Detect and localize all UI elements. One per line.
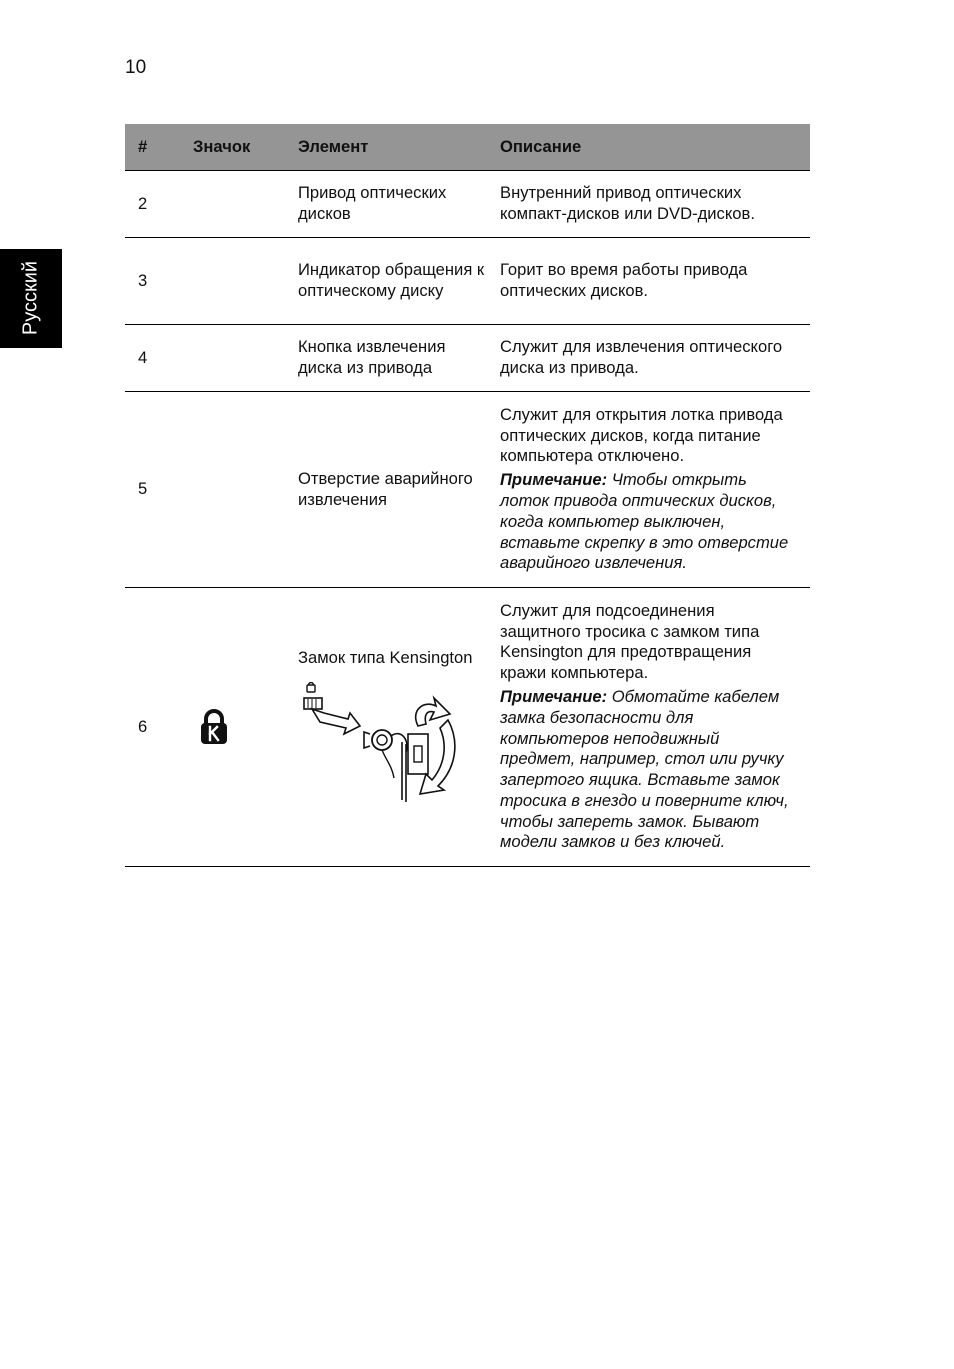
description-text: Служит для открытия лотка привода оптических дисков, когда питание компьютера отключено. bbox=[500, 404, 783, 466]
row-description bbox=[492, 392, 810, 588]
row-description bbox=[492, 238, 810, 325]
element-label: Замок типа Kensington bbox=[298, 647, 473, 667]
row-description bbox=[492, 325, 810, 392]
row-description bbox=[492, 171, 810, 238]
note-text: Чтобы открыть лоток привода оптических дисков, когда компьютер выключен, вставьте скрепку в это отверстие аварийного извлечения. bbox=[500, 470, 789, 573]
table-row bbox=[125, 392, 810, 588]
table-row bbox=[125, 325, 810, 392]
description-note bbox=[500, 470, 792, 574]
kensington-lock-illustration bbox=[298, 682, 470, 806]
table-row bbox=[125, 588, 810, 867]
row-element: Индикатор обращения к оптическому диску bbox=[285, 238, 492, 325]
row-element: Кнопка извлечения диска из привода bbox=[285, 325, 492, 392]
header-num: # bbox=[125, 124, 182, 171]
row-element: Отверстие аварийного извлечения bbox=[285, 392, 492, 588]
row-icon-cell bbox=[182, 392, 285, 588]
row-element bbox=[285, 588, 492, 867]
row-number: 4 bbox=[125, 325, 182, 392]
components-table bbox=[125, 124, 810, 867]
header-icon: Значок bbox=[182, 124, 285, 171]
language-side-tab bbox=[0, 249, 62, 348]
row-number: 6 bbox=[125, 588, 182, 867]
row-element: Привод оптических дисков bbox=[285, 171, 492, 238]
note-label: Примечание: bbox=[500, 470, 608, 490]
description-text: Служит для подсоединения защитного тросика с замком типа Kensington для предотвращения кражи компьютера. bbox=[500, 600, 760, 683]
description-text: Внутренний привод оптических компакт-дисков или DVD-дисков. bbox=[500, 183, 755, 223]
header-element: Элемент bbox=[285, 124, 492, 171]
table-row bbox=[125, 171, 810, 238]
table-header-row bbox=[125, 124, 810, 171]
row-icon-cell bbox=[182, 588, 285, 867]
header-description: Описание bbox=[492, 124, 810, 171]
row-icon-cell bbox=[182, 325, 285, 392]
row-description bbox=[492, 588, 810, 867]
description-note bbox=[500, 687, 792, 853]
row-number: 3 bbox=[125, 238, 182, 325]
page-number: 10 bbox=[125, 57, 147, 78]
note-label: Примечание: bbox=[500, 686, 608, 706]
row-number: 2 bbox=[125, 171, 182, 238]
language-side-tab-label: Русский bbox=[19, 260, 42, 336]
description-text: Служит для извлечения оптического диска из привода. bbox=[500, 337, 783, 377]
row-icon-cell bbox=[182, 238, 285, 325]
note-text: Обмотайте кабелем замка безопасности для компьютеров неподвижный предмет, например, стол или ручку запертого ящика. Вставьте замок тросика в гнездо и поверните ключ, чтобы запереть замок. Бывают модели замков и без ключей. bbox=[500, 686, 789, 852]
row-icon-cell bbox=[182, 171, 285, 238]
table-row bbox=[125, 238, 810, 325]
row-number: 5 bbox=[125, 392, 182, 588]
kensington-lock-icon bbox=[200, 709, 228, 745]
description-text: Горит во время работы привода оптических дисков. bbox=[500, 260, 748, 300]
